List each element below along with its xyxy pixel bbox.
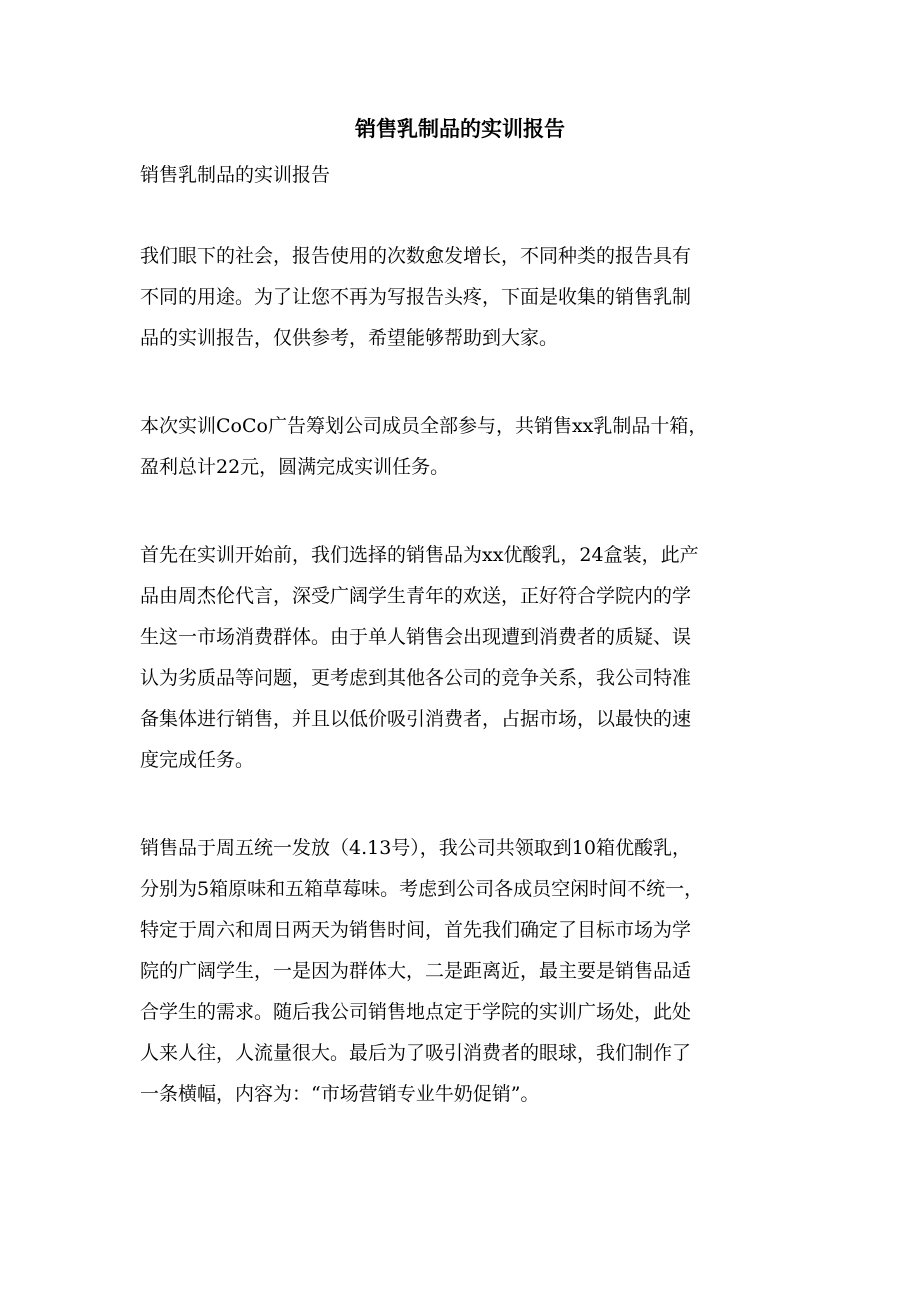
paragraph-line: 认为劣质品等问题，更考虑到其他各公司的竞争关系，我公司特准 xyxy=(140,667,692,689)
paragraph-line: 备集体进行销售，并且以低价吸引消费者，占据市场，以最快的速 xyxy=(140,708,692,730)
paragraph-line: 销售品于周五统一发放（4.13号），我公司共领取到10箱优酸乳， xyxy=(140,837,691,859)
paragraph-line: 本次实训CoCo广告筹划公司成员全部参与，共销售xx乳制品十箱， xyxy=(140,415,708,437)
document-title: 销售乳制品的实训报告 xyxy=(355,116,565,141)
paragraph-intro xyxy=(140,236,785,359)
paragraph-line: 一条横幅，内容为：“市场营销专业牛奶促销”。 xyxy=(140,1083,540,1105)
paragraph-line: 合学生的需求。随后我公司销售地点定于学院的实训广场处，此处 xyxy=(140,1001,692,1023)
paragraph-line: 特定于周六和周日两天为销售时间，首先我们确定了目标市场为学 xyxy=(140,919,692,941)
paragraph-line: 度完成任务。 xyxy=(140,749,255,771)
paragraph-line: 生这一市场消费群体。由于单人销售会出现遭到消费者的质疑、误 xyxy=(140,626,692,648)
paragraph-summary xyxy=(140,406,785,488)
paragraph-product-choice xyxy=(140,535,785,781)
document-subtitle: 销售乳制品的实训报告 xyxy=(140,164,331,186)
paragraph-sales-process xyxy=(140,828,785,1115)
paragraph-line: 人来人往，人流量很大。最后为了吸引消费者的眼球，我们制作了 xyxy=(140,1042,692,1064)
paragraph-line: 品由周杰伦代言，深受广阔学生青年的欢送，正好符合学院内的学 xyxy=(140,585,692,607)
paragraph-line: 我们眼下的社会，报告使用的次数愈发增长，不同种类的报告具有 xyxy=(140,245,692,267)
paragraph-line: 首先在实训开始前，我们选择的销售品为xx优酸乳，24盒装，此产 xyxy=(140,544,699,566)
paragraph-line: 盈利总计22元，圆满完成实训任务。 xyxy=(140,456,450,478)
paragraph-line: 品的实训报告，仅供参考，希望能够帮助到大家。 xyxy=(140,327,559,349)
paragraph-line: 分别为5箱原味和五箱草莓味。考虑到公司各成员空闲时间不统一， xyxy=(140,878,704,900)
paragraph-line: 不同的用途。为了让您不再为写报告头疼，下面是收集的销售乳制 xyxy=(140,286,692,308)
paragraph-line: 院的广阔学生，一是因为群体大，二是距离近，最主要是销售品适 xyxy=(140,960,692,982)
